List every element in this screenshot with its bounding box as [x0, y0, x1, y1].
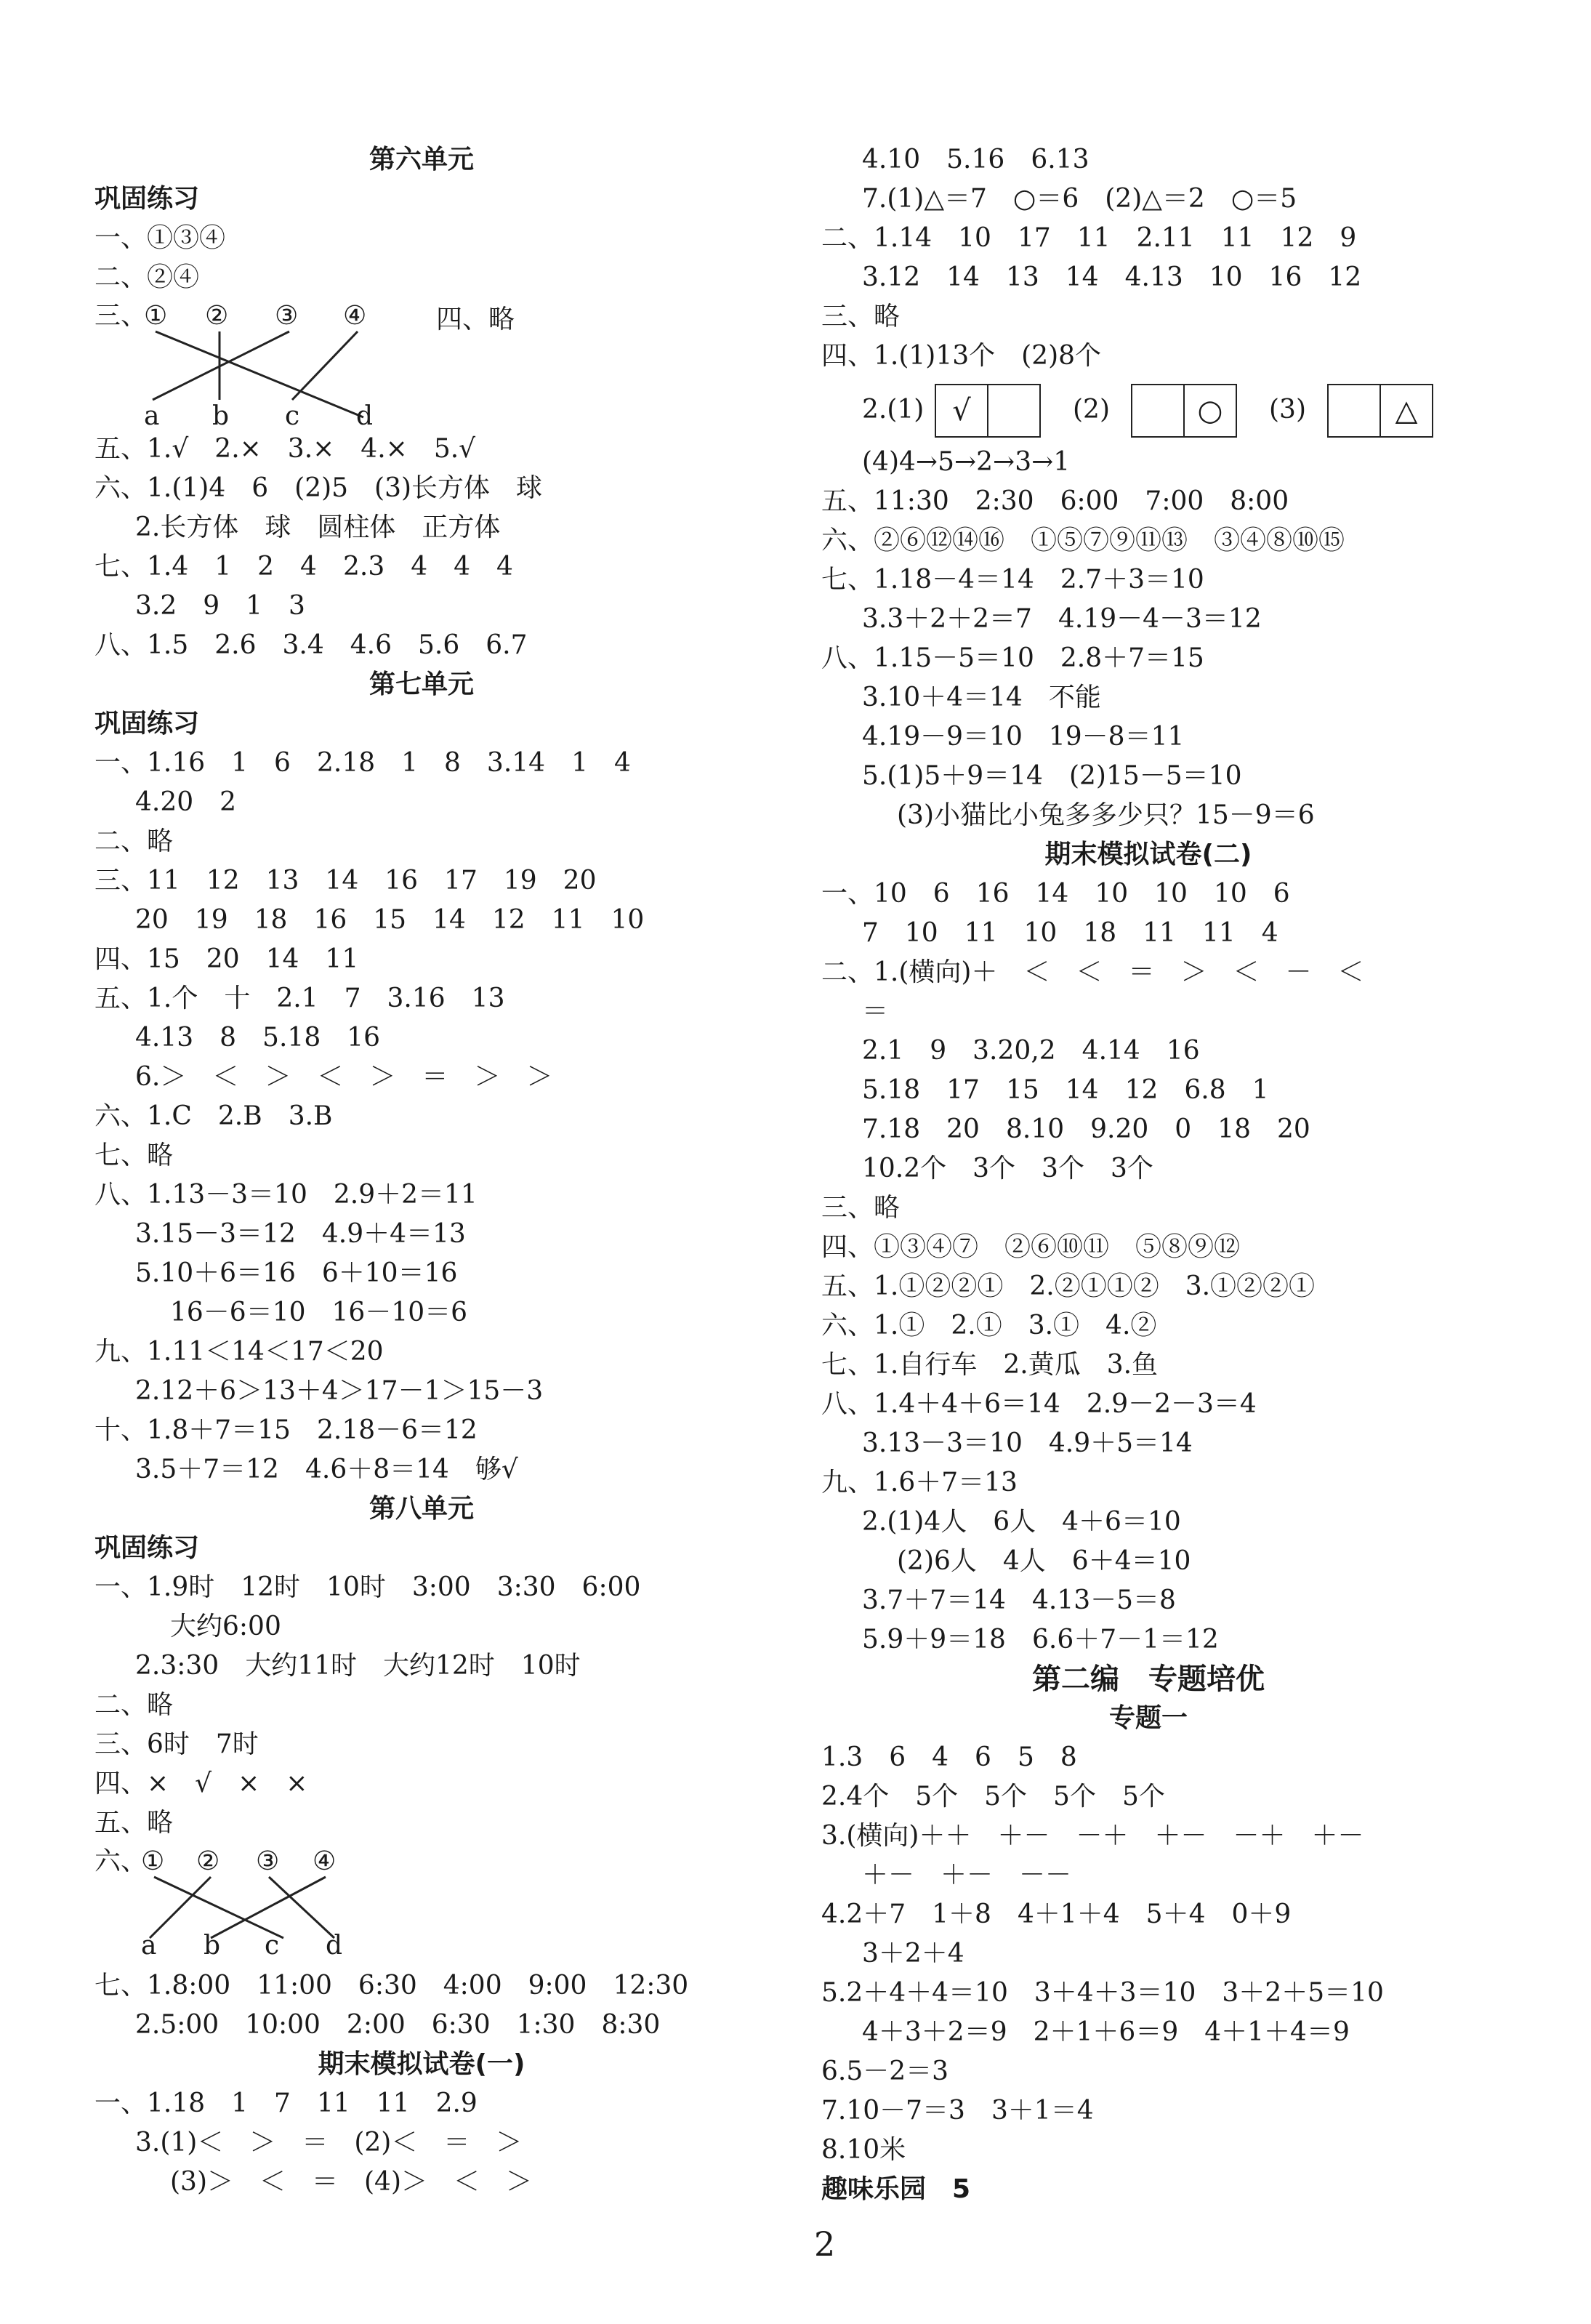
match-letter: b	[204, 1931, 221, 1960]
answer-line: 4.10 5.16 6.13	[862, 145, 1089, 174]
match-head: 三、	[94, 301, 148, 331]
match-line	[153, 331, 289, 400]
answer-line: 九、1.6＋7＝13	[821, 1468, 1018, 1497]
answer-line: 三、11 12 13 14 16 17 19 20	[94, 866, 597, 896]
answer-line: 三、6时 7时	[94, 1729, 259, 1759]
answer-line: 6.＞ ＜ ＞ ＜ ＞ ＝ ＞ ＞	[135, 1062, 553, 1092]
answer-line: (2)6人 4人 6＋4＝10	[897, 1546, 1191, 1576]
answer-line: 2.12＋6＞13＋4＞17－1＞15－3	[135, 1376, 544, 1406]
match-num: ④	[343, 301, 367, 331]
answer-line: 5.18 17 15 14 12 6.8 1	[862, 1075, 1269, 1105]
answer-line: 16－6＝10 16－10＝6	[170, 1298, 468, 1327]
answer-line: 3.2 9 1 3	[135, 591, 305, 621]
unit7-subtitle: 巩固练习	[94, 709, 200, 739]
match-line	[269, 1877, 334, 1938]
unit8-subtitle: 巩固练习	[94, 1533, 200, 1563]
match-letter: d	[356, 401, 374, 429]
box-label-3: (3)	[1269, 395, 1306, 425]
unit8-title: 第八单元	[368, 1494, 474, 1524]
part2-title: 第二编 专题培优	[1032, 1662, 1265, 1696]
answer-line: 5.9＋9＝18 6.6＋7－1＝12	[862, 1625, 1219, 1654]
answer-line: 4.13 8 5.18 16	[135, 1023, 381, 1053]
answer-line: 3.10＋4＝14 不能	[862, 683, 1101, 712]
match-letter: b	[212, 401, 230, 429]
answer-line: 六、1.① 2.① 3.① 4.②	[821, 1311, 1157, 1340]
answer-line: 3＋2＋4	[862, 1939, 964, 1969]
answer-line: 六、1.C 2.B 3.B	[94, 1101, 333, 1131]
answer-line: 2.4个 5个 5个 5个 5个	[821, 1782, 1165, 1812]
answer-line: 八、1.15－5＝10 2.8＋7＝15	[821, 643, 1204, 673]
answer-line: (3)小猫比小兔多多少只？15－9＝6	[897, 800, 1315, 830]
answer-line: 7.18 20 8.10 9.20 0 18 20	[862, 1114, 1310, 1144]
answer-line: 7.(1)△＝7 ○＝6 (2)△＝2 ○＝5	[862, 184, 1297, 214]
answer-line: 一、1.16 1 6 2.18 1 8 3.14 1 4	[94, 748, 631, 778]
answer-line: 3.13－3＝10 4.9＋5＝14	[862, 1428, 1193, 1458]
answer-line: (4)4→5→2→3→1	[862, 447, 1071, 477]
match-letter: c	[265, 1931, 280, 1960]
matching-diagram-unit8	[94, 1843, 749, 1960]
page-number: 2	[814, 2224, 836, 2264]
match-num: ②	[196, 1846, 220, 1876]
unit6-subtitle: 巩固练习	[94, 184, 200, 214]
answer-line: 一、10 6 16 14 10 10 10 6	[821, 879, 1290, 909]
answer-line: 8.10米	[821, 2135, 906, 2165]
answer-line: 5.10＋6＝16 6＋10＝16	[135, 1258, 458, 1288]
answer-line: ＋－ ＋－ －－	[862, 1860, 1072, 1890]
answer-line: 七、1.8:00 11:00 6:30 4:00 9:00 12:30	[94, 1971, 689, 2001]
answer-line: 2.5:00 10:00 2:00 6:30 1:30 8:30	[135, 2010, 661, 2040]
answer-line: 一、1.18 1 7 11 11 2.9	[94, 2088, 478, 2118]
answer-line: 3.(1)＜ ＞ ＝ (2)＜ ＝ ＞	[135, 2128, 523, 2158]
answer-line: 5.(1)5＋9＝14 (2)15－5＝10	[862, 761, 1242, 791]
match-line	[154, 1877, 283, 1938]
match-letter: a	[141, 1931, 157, 1960]
answer-line: 四、①③④⑦ ②⑥⑩⑪ ⑤⑧⑨⑫	[821, 1232, 1241, 1262]
answer-line: 二、②④	[94, 262, 200, 292]
exam2-title: 期末模拟试卷(二)	[1044, 840, 1252, 869]
answer-line: 大约6:00	[170, 1612, 281, 1641]
match-line	[211, 1877, 326, 1938]
answer-line: 3.5＋7＝12 4.6＋8＝14 够√	[135, 1455, 518, 1484]
answer-line: 一、①③④	[94, 223, 226, 253]
answer-line: 五、11:30 2:30 6:00 7:00 8:00	[821, 486, 1289, 516]
answer-line: 3.3＋2＋2＝7 4.19－4－3＝12	[862, 604, 1262, 634]
unit6-title: 第六单元	[368, 145, 474, 174]
answer-line: 7.10－7＝3 3＋1＝4	[821, 2096, 1094, 2126]
answer-line: 七、1.4 1 2 4 2.3 4 4 4	[94, 552, 513, 582]
answer-line: 五、略	[94, 1808, 174, 1838]
answer-line: 3.15－3＝12 4.9＋4＝13	[135, 1219, 466, 1249]
answer-line: 二、略	[94, 1690, 174, 1720]
answer-line: 4.19－9＝10 19－8＝11	[862, 722, 1185, 752]
match-line	[150, 1877, 211, 1938]
answer-line: 20 19 18 16 15 14 12 11 10	[135, 905, 645, 935]
match-num: ①	[144, 301, 168, 331]
answer-line: 五、1.①②②① 2.②①①② 3.①②②①	[821, 1271, 1316, 1301]
answer-line: 六、1.(1)4 6 (2)5 (3)长方体 球	[94, 473, 543, 503]
answer-line: ＝	[862, 997, 889, 1026]
match-num: ③	[275, 301, 299, 331]
answer-box-empty	[1131, 384, 1185, 438]
matching-diagram-unit6	[94, 298, 749, 429]
answer-box-circle: ○	[1183, 384, 1237, 438]
answer-line: 二、略	[94, 827, 174, 856]
answer-box-empty	[987, 384, 1041, 438]
answer-line: 四、× √ × ×	[94, 1769, 308, 1798]
answer-line: 10.2个 3个 3个 3个	[862, 1154, 1153, 1183]
answer-line: 3.(横向)＋＋ ＋－ －＋ ＋－ －＋ ＋－	[821, 1821, 1364, 1851]
shape-box-answer-row	[862, 382, 1516, 438]
answer-line: 九、1.11＜14＜17＜20	[94, 1337, 384, 1367]
answer-line: 三、略	[821, 1193, 901, 1223]
match-num: ④	[313, 1846, 337, 1876]
answer-line: 1.3 6 4 6 5 8	[821, 1742, 1077, 1772]
answer-line: 八、1.5 2.6 3.4 4.6 5.6 6.7	[94, 630, 528, 660]
answer-line: (3)＞ ＜ ＝ (4)＞ ＜ ＞	[170, 2167, 532, 2197]
answer-box-empty	[1327, 384, 1381, 438]
answer-line: 6.5－2＝3	[821, 2056, 949, 2086]
match-letter: a	[144, 401, 160, 429]
match-line	[156, 331, 363, 417]
answer-line: 2.3:30 大约11时 大约12时 10时	[135, 1651, 581, 1681]
answer-line: 七、略	[94, 1141, 174, 1170]
answer-line: 六、②⑥⑫⑭⑯ ①⑤⑦⑨⑪⑬ ③④⑧⑩⑮	[821, 526, 1345, 555]
answer-line: 八、1.4＋4＋6＝14 2.9－2－3＝4	[821, 1389, 1257, 1419]
answer-line: 2.长方体 球 圆柱体 正方体	[135, 512, 501, 542]
answer-line: 3.7＋7＝14 4.13－5＝8	[862, 1585, 1176, 1615]
unit7-title: 第七单元	[368, 670, 474, 699]
answer-line: 2.1 9 3.20,2 4.14 16	[862, 1036, 1200, 1066]
answer-line: 5.2＋4＋4＝10 3＋4＋3＝10 3＋2＋5＝10	[821, 1978, 1384, 2008]
answer-line: 三、略	[821, 302, 901, 331]
answer-line: 一、1.9时 12时 10时 3:00 3:30 6:00	[94, 1572, 641, 1602]
exam1-title: 期末模拟试卷(一)	[318, 2049, 525, 2079]
answer-line: 4＋3＋2＝9 2＋1＋6＝9 4＋1＋4＝9	[862, 2017, 1350, 2047]
answer-line: 十、1.8＋7＝15 2.18－6＝12	[94, 1415, 478, 1445]
match-letter: c	[285, 401, 300, 429]
answer-box-check: √	[935, 384, 988, 438]
answer-line: 五、1.个 十 2.1 7 3.16 13	[94, 984, 505, 1013]
answer-line: 七、1.18－4＝14 2.7＋3＝10	[821, 565, 1204, 595]
match-head: 六、	[94, 1846, 148, 1876]
match-num: ②	[205, 301, 229, 331]
match-line	[292, 331, 358, 400]
answer-line: 2.(1)4人 6人 4＋6＝10	[862, 1507, 1181, 1537]
answer-line: 4.20 2	[135, 787, 237, 817]
box-question-label: 2.(1)	[862, 395, 925, 425]
answer-line: 八、1.13－3＝10 2.9＋2＝11	[94, 1180, 478, 1210]
answer-line: 4.2＋7 1＋8 4＋1＋4 5＋4 0＋9	[821, 1899, 1292, 1929]
answer-line: 3.12 14 13 14 4.13 10 16 12	[862, 262, 1362, 292]
topic1-title: 专题一	[1108, 1703, 1188, 1733]
answer-line: 四、略	[436, 305, 515, 334]
match-num: ③	[256, 1846, 280, 1876]
answer-line: 四、15 20 14 11	[94, 944, 359, 974]
answer-line: 二、1.(横向)＋ ＜ ＜ ＝ ＞ ＜ － ＜	[821, 957, 1364, 987]
answer-line: 五、1.√ 2.× 3.× 4.× 5.√	[94, 434, 476, 464]
answer-line: 7 10 11 10 18 11 11 4	[862, 918, 1278, 948]
answer-line: 二、1.14 10 17 11 2.11 11 12 9	[821, 223, 1357, 253]
match-letter: d	[326, 1931, 343, 1960]
answer-line: 七、1.自行车 2.黄瓜 3.鱼	[821, 1350, 1159, 1380]
answer-line: 四、1.(1)13个 (2)8个	[821, 341, 1102, 371]
answer-box-triangle: △	[1379, 384, 1433, 438]
box-label-2: (2)	[1073, 395, 1110, 425]
answer-line: 趣味乐园 5	[821, 2174, 971, 2204]
match-num: ①	[141, 1846, 165, 1876]
